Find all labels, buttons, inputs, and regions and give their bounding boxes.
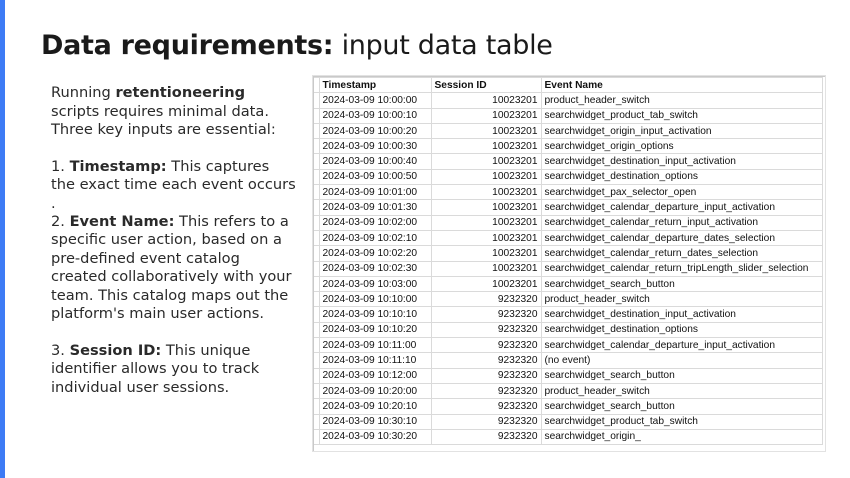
- point-session-id: [51, 342, 296, 398]
- table-row: [314, 108, 822, 123]
- cell-session-id: 9232320: [431, 292, 541, 307]
- cell-session-id: 9232320: [431, 338, 541, 353]
- cell-event-name: searchwidget_search_button: [541, 368, 822, 383]
- point-label: Session ID:: [69, 341, 162, 359]
- cell-timestamp: 2024-03-09 10:12:00: [319, 368, 431, 383]
- cell-session-id: 10023201: [431, 154, 541, 169]
- data-table: [314, 77, 823, 445]
- cell-session-id: 10023201: [431, 261, 541, 276]
- table-row: [314, 429, 822, 444]
- intro-pre: Running: [51, 84, 116, 101]
- cell-session-id: 9232320: [431, 383, 541, 398]
- cell-timestamp: 2024-03-09 10:02:30: [319, 261, 431, 276]
- cell-session-id: 10023201: [431, 169, 541, 184]
- cell-session-id: 9232320: [431, 353, 541, 368]
- cell-timestamp: 2024-03-09 10:11:10: [319, 353, 431, 368]
- cell-timestamp: 2024-03-09 10:30:10: [319, 414, 431, 429]
- cell-event-name: product_header_switch: [541, 292, 822, 307]
- point-label: Event Name:: [69, 212, 175, 230]
- cell-session-id: 9232320: [431, 399, 541, 414]
- cell-timestamp: 2024-03-09 10:30:20: [319, 429, 431, 444]
- table-body: [314, 93, 822, 445]
- intro-bold: retentioneering: [115, 84, 246, 101]
- header-timestamp: Timestamp: [319, 78, 431, 93]
- point-number: 2.: [51, 212, 70, 230]
- cell-session-id: 10023201: [431, 108, 541, 123]
- cell-session-id: 10023201: [431, 215, 541, 230]
- cell-timestamp: 2024-03-09 10:20:10: [319, 399, 431, 414]
- cell-session-id: 10023201: [431, 93, 541, 108]
- point-text: This refers to a specific user action, based on a pre-defined event catalog created collaboratively with your team. This catalog maps out the platform's main user actions.: [51, 212, 292, 322]
- header-event-name: Event Name: [541, 78, 822, 93]
- table-row: [314, 414, 822, 429]
- cell-timestamp: 2024-03-09 10:10:00: [319, 292, 431, 307]
- cell-session-id: 9232320: [431, 322, 541, 337]
- title-bold: Data requirements:: [41, 30, 334, 61]
- cell-timestamp: 2024-03-09 10:03:00: [319, 276, 431, 291]
- cell-event-name: searchwidget_product_tab_switch: [541, 108, 822, 123]
- cell-event-name: searchwidget_calendar_return_tripLength_slider_selection: [541, 261, 822, 276]
- cell-event-name: searchwidget_search_button: [541, 399, 822, 414]
- point-label: Timestamp:: [69, 157, 167, 175]
- slide-title: [41, 30, 553, 62]
- point-number: 1.: [51, 157, 70, 175]
- description: [51, 84, 296, 397]
- cell-event-name: searchwidget_calendar_departure_input_activation: [541, 200, 822, 215]
- cell-timestamp: 2024-03-09 10:10:20: [319, 322, 431, 337]
- cell-event-name: searchwidget_pax_selector_open: [541, 185, 822, 200]
- table-row: [314, 215, 822, 230]
- cell-timestamp: 2024-03-09 10:01:30: [319, 200, 431, 215]
- table-row: [314, 368, 822, 383]
- table-row: [314, 261, 822, 276]
- table-row: [314, 276, 822, 291]
- cell-timestamp: 2024-03-09 10:01:00: [319, 185, 431, 200]
- data-table-screenshot: [313, 76, 825, 451]
- cell-timestamp: 2024-03-09 10:00:20: [319, 123, 431, 138]
- cell-timestamp: 2024-03-09 10:02:20: [319, 246, 431, 261]
- table-row: [314, 246, 822, 261]
- cell-event-name: searchwidget_destination_input_activation: [541, 154, 822, 169]
- point-text: This captures the exact time each event occurs: [51, 157, 296, 193]
- intro-post: scripts requires minimal data. Three key inputs are essential:: [51, 102, 276, 138]
- point-text: This unique identifier allows you to track individual user sessions.: [51, 341, 260, 396]
- cell-timestamp: 2024-03-09 10:02:00: [319, 215, 431, 230]
- cell-session-id: 10023201: [431, 185, 541, 200]
- cell-session-id: 9232320: [431, 414, 541, 429]
- cell-event-name: searchwidget_calendar_departure_input_activation: [541, 338, 822, 353]
- cell-timestamp: 2024-03-09 10:10:10: [319, 307, 431, 322]
- cell-session-id: 10023201: [431, 123, 541, 138]
- cell-event-name: searchwidget_search_button: [541, 276, 822, 291]
- table-row: [314, 383, 822, 398]
- cell-timestamp: 2024-03-09 10:11:00: [319, 338, 431, 353]
- cell-event-name: searchwidget_calendar_return_input_activation: [541, 215, 822, 230]
- table-row: [314, 353, 822, 368]
- separator-dot: .: [51, 194, 56, 212]
- cell-event-name: product_header_switch: [541, 383, 822, 398]
- header-session-id: Session ID: [431, 78, 541, 93]
- table-row: [314, 307, 822, 322]
- table-header-row: [314, 78, 822, 93]
- table-row: [314, 154, 822, 169]
- cell-timestamp: 2024-03-09 10:02:10: [319, 230, 431, 245]
- cell-event-name: (no event): [541, 353, 822, 368]
- cell-session-id: 10023201: [431, 139, 541, 154]
- table-row: [314, 322, 822, 337]
- intro-paragraph: [51, 84, 296, 140]
- table-row: [314, 338, 822, 353]
- accent-bar: [0, 0, 5, 478]
- table-row: [314, 200, 822, 215]
- cell-session-id: 10023201: [431, 246, 541, 261]
- cell-timestamp: 2024-03-09 10:00:10: [319, 108, 431, 123]
- table-row: [314, 230, 822, 245]
- cell-session-id: 9232320: [431, 307, 541, 322]
- table-row: [314, 185, 822, 200]
- cell-event-name: searchwidget_origin_options: [541, 139, 822, 154]
- table-row: [314, 399, 822, 414]
- cell-event-name: searchwidget_calendar_return_dates_selection: [541, 246, 822, 261]
- cell-event-name: searchwidget_destination_options: [541, 322, 822, 337]
- point-timestamp: [51, 158, 296, 195]
- cell-event-name: searchwidget_destination_input_activation: [541, 307, 822, 322]
- cell-event-name: searchwidget_origin_: [541, 429, 822, 444]
- cell-session-id: 9232320: [431, 368, 541, 383]
- cell-session-id: 10023201: [431, 276, 541, 291]
- cell-timestamp: 2024-03-09 10:20:00: [319, 383, 431, 398]
- cell-session-id: 10023201: [431, 200, 541, 215]
- cell-event-name: product_header_switch: [541, 93, 822, 108]
- table-row: [314, 169, 822, 184]
- point-event-name: [51, 213, 296, 324]
- table-row: [314, 123, 822, 138]
- title-light: input data table: [341, 30, 553, 61]
- cell-timestamp: 2024-03-09 10:00:50: [319, 169, 431, 184]
- cell-session-id: 10023201: [431, 230, 541, 245]
- cell-event-name: searchwidget_product_tab_switch: [541, 414, 822, 429]
- table-row: [314, 139, 822, 154]
- cell-timestamp: 2024-03-09 10:00:30: [319, 139, 431, 154]
- cell-event-name: searchwidget_origin_input_activation: [541, 123, 822, 138]
- table-row: [314, 93, 822, 108]
- point-number: 3.: [51, 341, 70, 359]
- cell-event-name: searchwidget_calendar_departure_dates_selection: [541, 230, 822, 245]
- cell-timestamp: 2024-03-09 10:00:40: [319, 154, 431, 169]
- cell-event-name: searchwidget_destination_options: [541, 169, 822, 184]
- table-row: [314, 292, 822, 307]
- cell-timestamp: 2024-03-09 10:00:00: [319, 93, 431, 108]
- cell-session-id: 9232320: [431, 429, 541, 444]
